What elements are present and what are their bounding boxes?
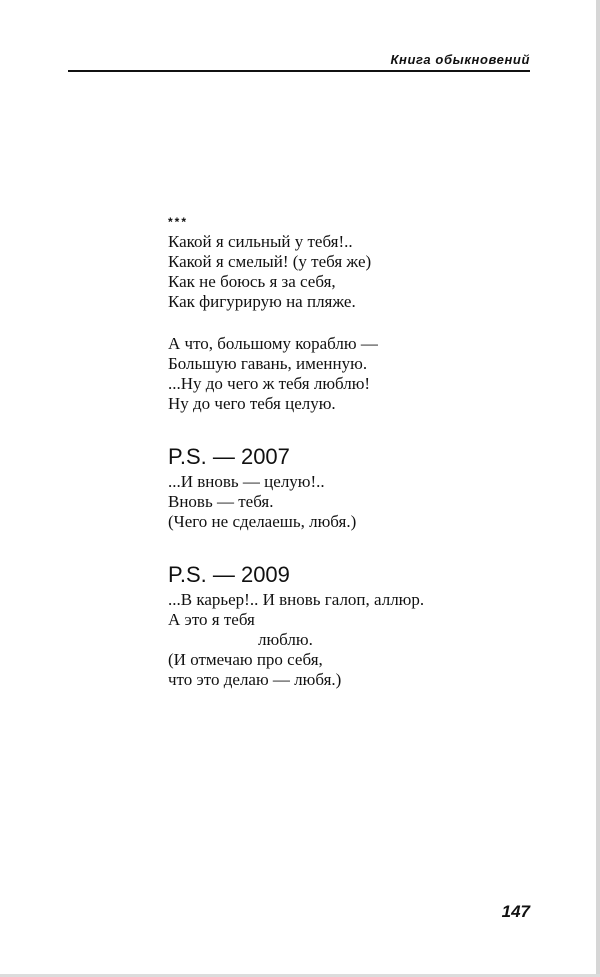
- page-edge-shadow: [596, 0, 600, 977]
- postscript-2007: [168, 472, 508, 532]
- asterism-ornament: ***: [168, 215, 189, 229]
- poem-line: Большую гавань, именную.: [168, 354, 368, 373]
- poem-line: Вновь — тебя.: [168, 492, 274, 511]
- poem-line: Как фигурирую на пляже.: [168, 292, 356, 311]
- poem-line: ...И вновь — целую!..: [168, 472, 325, 491]
- poem-line: Ну до чего тебя целую.: [168, 394, 336, 413]
- postscript-2009: [168, 590, 508, 690]
- poem-line: А что, большому кораблю —: [168, 334, 378, 353]
- postscript-heading-2007: P.S. — 2007: [168, 444, 290, 469]
- poem-line: Какой я смелый! (у тебя же): [168, 252, 372, 271]
- poem-line: Какой я сильный у тебя!..: [168, 232, 353, 251]
- running-header: Книга обыкновений: [390, 52, 530, 67]
- stanza-1: [168, 232, 508, 312]
- postscript-heading-2009: P.S. — 2009: [168, 562, 290, 587]
- poem-line: (Чего не сделаешь, любя.): [168, 512, 357, 531]
- stanza-2: [168, 334, 508, 414]
- page-number: 147: [501, 902, 530, 921]
- poem-line: (И отмечаю про себя,: [168, 650, 323, 669]
- poem-line: Как не боюсь я за себя,: [168, 272, 336, 291]
- poem: [168, 212, 508, 690]
- poem-line: ...В карьер!.. И вновь галоп, аллюр.: [168, 590, 425, 609]
- header-rule: [68, 70, 530, 72]
- poem-line: ...Ну до чего ж тебя люблю!: [168, 374, 371, 393]
- poem-line: что это делаю — любя.): [168, 670, 342, 689]
- poem-line-indented: люблю.: [258, 630, 313, 649]
- poem-line: А это я тебя: [168, 610, 255, 629]
